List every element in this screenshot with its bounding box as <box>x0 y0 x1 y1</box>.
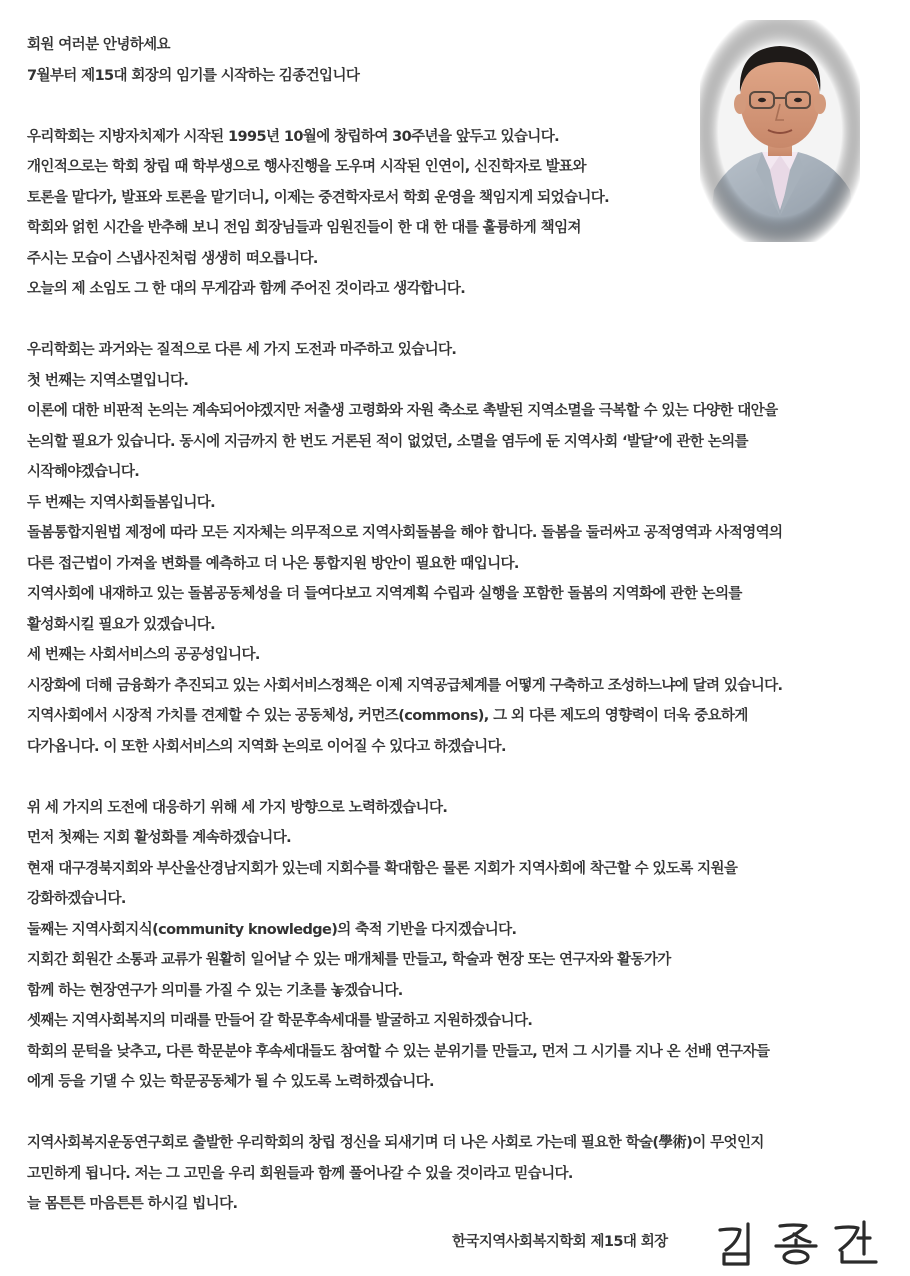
signature-block <box>452 1218 902 1266</box>
letter-line: 논의할 필요가 있습니다. 동시에 지금까지 한 번도 거론된 적이 없었던, 소멸을 염두에 둔 지역사회 ‘발달’에 관한 논의를 <box>27 433 748 450</box>
letter-line: 에게 등을 기댈 수 있는 학문공동체가 될 수 있도록 노력하겠습니다. <box>27 1074 434 1090</box>
letter-line: 토론을 맡다가, 발표와 토론을 맡기더니, 이제는 중견학자로서 학회 운영을 책임지게 되었습니다. <box>27 189 610 206</box>
letter-line: 먼저 첫째는 지회 활성화를 계속하겠습니다. <box>27 830 292 846</box>
letter-line: 다른 접근법이 가져올 변화를 예측하고 더 나은 통합지원 방안이 필요한 때입니다. <box>27 555 519 572</box>
letter-line: 7월부터 제15대 회장의 임기를 시작하는 김종건입니다 <box>27 67 360 84</box>
letter-line: 셋째는 지역사회복지의 미래를 만들어 갈 학문후속세대를 발굴하고 지원하겠습니다. <box>27 1013 533 1029</box>
paragraph-history <box>27 122 907 305</box>
greeting-letter <box>27 30 907 1220</box>
letter-line: 우리학회는 과거와는 질적으로 다른 세 가지 도전과 마주하고 있습니다. <box>27 342 457 358</box>
letter-line: 함께 하는 현장연구가 의미를 가질 수 있는 기초를 놓겠습니다. <box>27 982 403 999</box>
paragraph-challenges <box>27 335 907 762</box>
letter-line: 돌봄통합지원법 제정에 따라 모든 지자체는 의무적으로 지역사회돌봄을 해야 합니다. 돌봄을 둘러싸고 공적영역과 사적영역의 <box>27 525 783 541</box>
letter-line: 다가옵니다. 이 또한 사회서비스의 지역화 논의로 이어질 수 있다고 하겠습니다. <box>27 738 506 755</box>
handwritten-signature <box>714 1218 889 1266</box>
paragraph-directions <box>27 793 907 1098</box>
letter-line: 고민하게 됩니다. 저는 그 고민을 우리 회원들과 함께 풀어나갈 수 있을 것이라고 믿습니다. <box>27 1165 573 1182</box>
letter-line: 지역사회에 내재하고 있는 돌봄공동체성을 더 들여다보고 지역계획 수립과 실행을 포함한 돌봄의 지역화에 관한 논의를 <box>27 586 742 602</box>
letter-line: 학회와 얽힌 시간을 반추해 보니 전임 회장님들과 임원진들이 한 대 한 대를 훌륭하게 책임져 <box>27 220 581 236</box>
letter-line: 시장화에 더해 금융화가 추진되고 있는 사회서비스정책은 이제 지역공급체계를 어떻게 구축하고 조성하느냐에 달려 있습니다. <box>27 677 783 694</box>
letter-line: 지회간 회원간 소통과 교류가 원활히 일어날 수 있는 매개체를 만들고, 학술과 현장 또는 연구자와 활동가가 <box>27 952 671 968</box>
letter-line: 이론에 대한 비판적 논의는 계속되어야겠지만 저출생 고령화와 자원 축소로 촉발된 지역소멸을 극복할 수 있는 다양한 대안을 <box>27 403 778 419</box>
letter-line: 세 번째는 사회서비스의 공공성입니다. <box>27 647 260 663</box>
letter-line: 현재 대구경북지회와 부산울산경남지회가 있는데 지회수를 확대함은 물론 지회가 지역사회에 착근할 수 있도록 지원을 <box>27 860 738 877</box>
letter-line: 강화하겠습니다. <box>27 891 126 907</box>
letter-line: 개인적으로는 학회 창립 때 학부생으로 행사진행을 도우며 시작된 인연이, 신진학자로 발표와 <box>27 159 586 175</box>
letter-line: 두 번째는 지역사회돌봄입니다. <box>27 494 216 511</box>
paragraph-closing <box>27 1128 907 1220</box>
letter-line: 주시는 모습이 스냅사진처럼 생생히 떠오릅니다. <box>27 250 318 267</box>
letter-line: 둘째는 지역사회지식(community knowledge)의 축적 기반을 다지겠습니다. <box>27 921 517 938</box>
letter-line: 활성화시킬 필요가 있겠습니다. <box>27 616 216 633</box>
letter-line: 시작해야겠습니다. <box>27 464 140 480</box>
letter-line: 지역사회복지운동연구회로 출발한 우리학회의 창립 정신을 되새기며 더 나은 사회로 가는데 필요한 학술(學術)이 무엇인지 <box>27 1135 764 1151</box>
letter-line: 우리학회는 지방자치제가 시작된 1995년 10월에 창립하여 30주년을 앞두고 있습니다. <box>27 128 560 145</box>
letter-line: 위 세 가지의 도전에 대응하기 위해 세 가지 방향으로 노력하겠습니다. <box>27 799 448 816</box>
letter-line: 늘 몸튼튼 마음튼튼 하시길 빕니다. <box>27 1196 238 1212</box>
letter-line: 첫 번째는 지역소멸입니다. <box>27 372 189 389</box>
letter-line: 학회의 문턱을 낮추고, 다른 학문분야 후속세대들도 참여할 수 있는 분위기를 만들고, 먼저 그 시기를 지나 온 선배 연구자들 <box>27 1043 770 1060</box>
signature-title: 한국지역사회복지학회 제15대 회장 <box>452 1234 668 1250</box>
letter-line: 오늘의 제 소임도 그 한 대의 무게감과 함께 주어진 것이라고 생각합니다. <box>27 281 466 297</box>
letter-line: 지역사회에서 시장적 가치를 견제할 수 있는 공동체성, 커먼즈(commons), 그 외 다른 제도의 영향력이 더욱 중요하게 <box>27 708 748 724</box>
paragraph-greeting <box>27 30 907 91</box>
letter-line: 회원 여러분 안녕하세요 <box>27 37 170 53</box>
